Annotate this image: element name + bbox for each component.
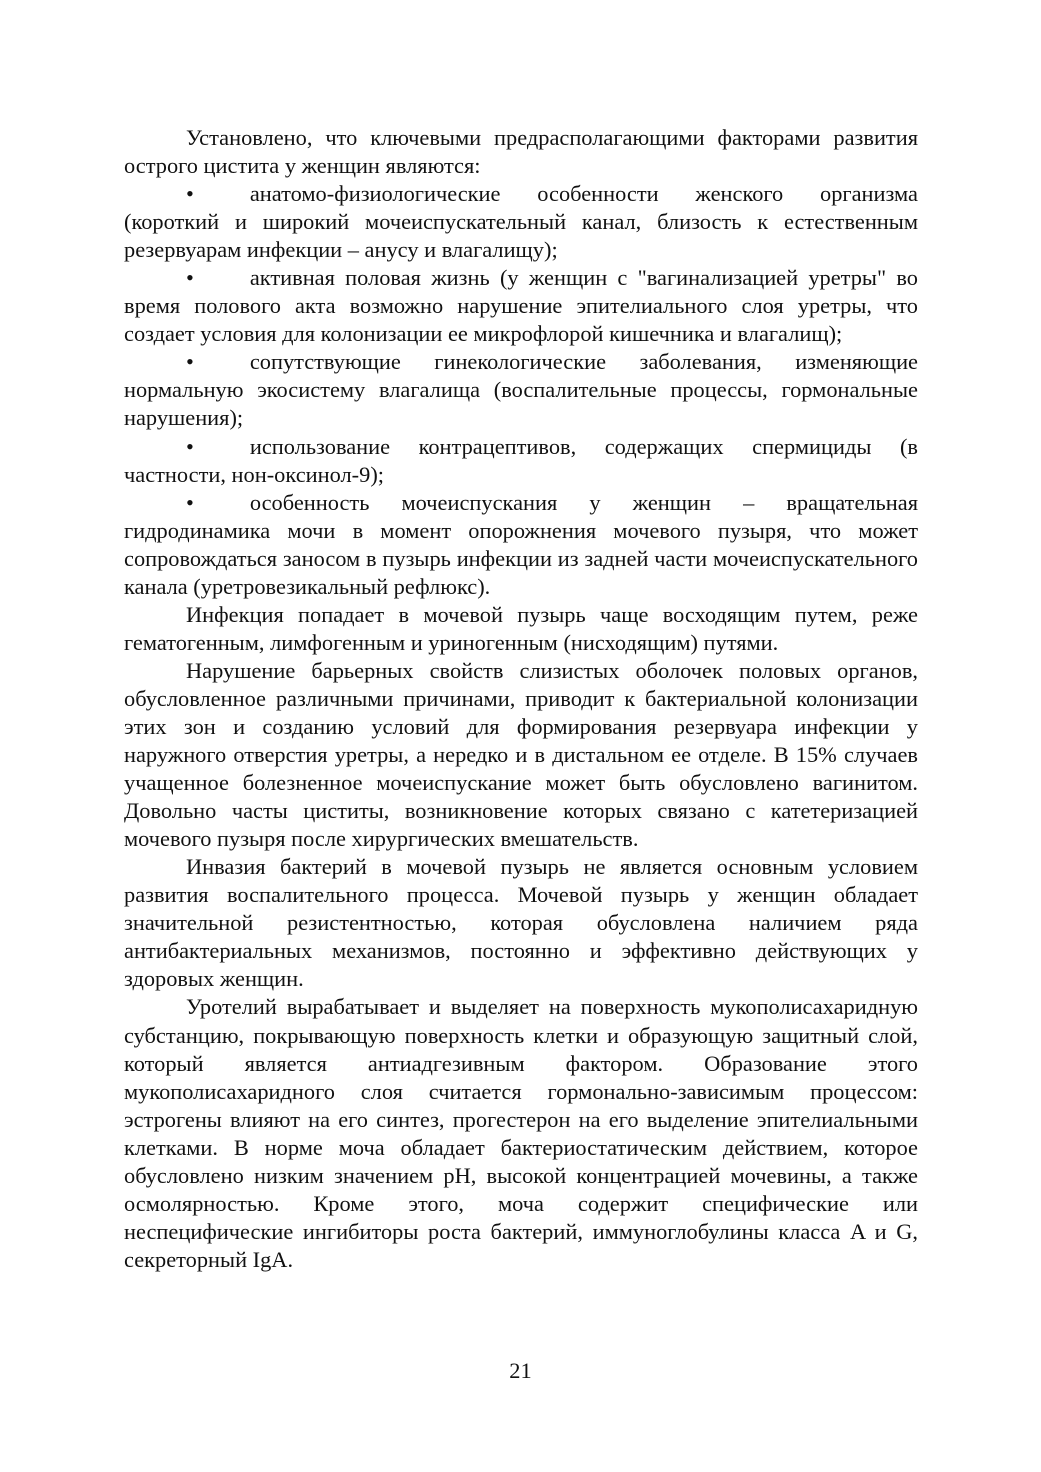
bullet-icon: • [186, 265, 194, 291]
bullet-text: особенность мочеиспускания у женщин – вращательная гидродинамика мочи в момент опорожнения мочевого пузыря, что может сопровождаться заносом в пузырь инфекции из задней части мочеиспускательного канала (уретровезикальный рефлюкс). [124, 489, 918, 599]
bullet-item-gynecological [124, 348, 918, 432]
paragraph-risk-factors-intro: Установлено, что ключевыми предрасполагающими факторами развития острого цистита у женщин являются: [124, 125, 918, 179]
bullet-text: анатомо-физиологические особенности женского организма (короткий и широкий мочеиспускательный канал, близость к естественным резервуарам инфекции – анусу и влагалищу); [124, 181, 918, 263]
bullet-icon: • [186, 433, 194, 459]
paragraph-barrier-disruption: Нарушение барьерных свойств слизистых оболочек половых органов, обусловленное различными причинами, приводит к бактериальной колонизации этих зон и созданию условий для формирования резервуара инфекции у наружного отверстия уретры, а нередко и в дистальном ее отделе. В 15% случаев учащенное болезненное мочеиспускание может быть обусловлено вагинитом. Довольно часты циститы, возникновение которых связано с катетеризацией мочевого пузыря после хирургических вмешательств. [124, 657, 918, 852]
bullet-icon: • [186, 489, 194, 515]
bullet-text: сопутствующие гинекологические заболевания, изменяющие нормальную экосистему влагалища (воспалительные процессы, гормональные нарушения); [124, 349, 918, 431]
bullet-text: использование контрацептивов, содержащих спермициды (в частности, нон-оксинол-9); [124, 433, 918, 487]
paragraph-infection-routes: Инфекция попадает в мочевой пузырь чаще восходящим путем, реже гематогенным, лимфогенным и уриногенным (нисходящим) путями. [124, 601, 918, 655]
paragraph-bladder-resistance: Инвазия бактерий в мочевой пузырь не является основным условием развития воспалительного процесса. Мочевой пузырь у женщин обладает значительной резистентностью, которая обусловлена наличием ряда антибактериальных механизмов, постоянно и эффективно действующих у здоровых женщин. [124, 854, 918, 992]
bullet-item-urination [124, 489, 918, 601]
bullet-icon: • [186, 181, 194, 207]
bullet-item-anatomy [124, 180, 918, 264]
bullet-item-contraceptives [124, 433, 918, 489]
paragraph-urothelium: Уротелий вырабатывает и выделяет на поверхность мукополисахаридную субстанцию, покрывающую поверхность клетки и образующую защитный слой, который является антиадгезивным фактором. Образование этого мукополисахаридного слоя считается гормонально-зависимым процессом: эстрогены влияют на его синтез, прогестерон на его выделение эпителиальными клетками. В норме моча обладает бактериостатическим действием, которое обусловлено низким значением pH, высокой концентрацией мочевины, а также осмолярностью. Кроме этого, моча содержит специфические или неспецифические ингибиторы роста бактерий, иммуноглобулины класса A и G, секреторный IgA. [124, 994, 918, 1272]
bullet-icon: • [186, 349, 194, 375]
bullet-text: активная половая жизнь (у женщин с "вагинализацией уретры" во время полового акта возможно нарушение эпителиального слоя уретры, что создает условия для колонизации ее микрофлорой кишечника и влагалищ); [124, 265, 918, 347]
body-text [124, 124, 918, 1274]
page-number: 21 [509, 1358, 532, 1383]
bullet-item-sexual-activity [124, 264, 918, 348]
